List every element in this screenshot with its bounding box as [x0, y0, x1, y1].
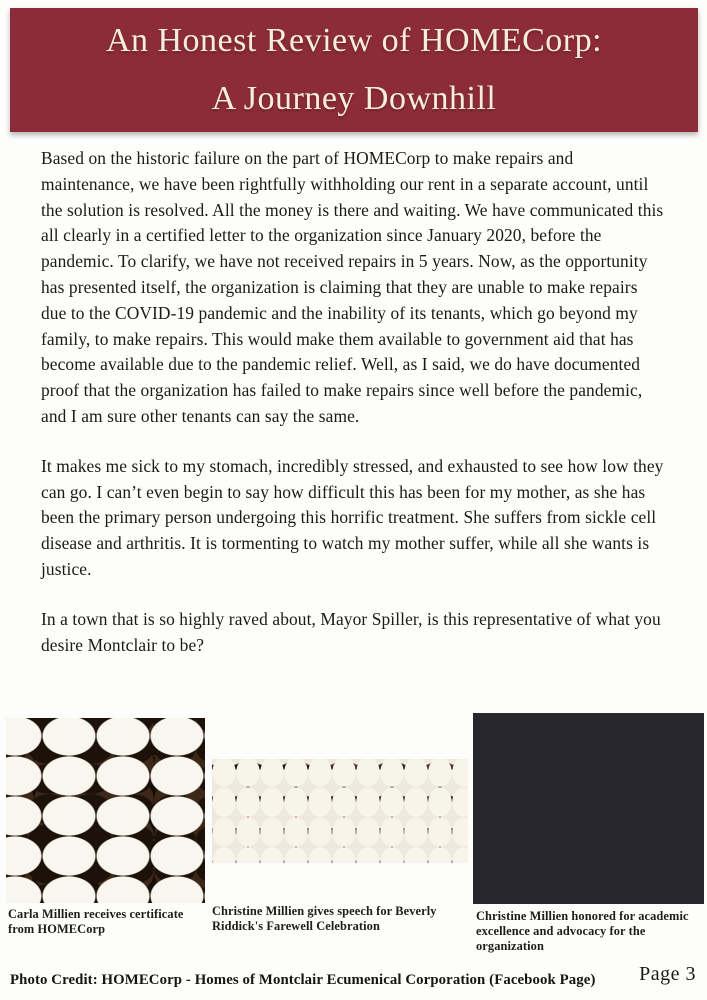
- body-paragraph-3: In a town that is so highly raved about, Mayor Spiller, is this representative of what you desire Montclair to be?: [41, 608, 661, 655]
- page-title-line-2: A Journey Downhill: [211, 80, 497, 117]
- article-body: [41, 146, 666, 682]
- body-paragraph-1: Based on the historic failure on the part of HOMECorp to make repairs and maintenance, we have been rightfully withholding our rent in a separate account, until the solution is resolved. All the money is there and waiting. We have communicated this all clearly in a certified letter to the organization since January 2020, before the pandemic. To clarify, we have not received repairs in 5 years. Now, as the opportunity has presented itself, the organization is claiming that they are unable to make repairs due to the COVID-19 pandemic and the inability of its tenants, which go beyond my family, to make repairs. This would make them available to government aid that has become available due to the pandemic relief. Well, as I said, we do have documented proof that the organization has failed to make repairs since well before the pandemic, and I am sure other tenants can say the same.: [41, 148, 664, 426]
- photo-christine-honored: [473, 713, 704, 904]
- page-title-line-1: An Honest Review of HOMECorp:: [105, 22, 603, 59]
- photo-caption-christine-speech: Christine Millien gives speech for Beverly Riddick's Farewell Celebration: [212, 904, 437, 933]
- photo-credit: Photo Credit: HOMECorp - Homes of Montclair Ecumenical Corporation (Facebook Page): [10, 972, 596, 988]
- photo-caption-carla-certificate: Carla Millien receives certificate from HOMECorp: [8, 907, 184, 936]
- photo-carla-certificate: [6, 718, 205, 903]
- title-banner: [10, 8, 698, 132]
- page-number: Page 3: [639, 963, 696, 985]
- photo-caption-christine-honored: Christine Millien honored for academic excellence and advocacy for the organization: [476, 909, 689, 953]
- body-paragraph-2: It makes me sick to my stomach, incredibly stressed, and exhausted to see how low they can go. I can’t even begin to say how difficult this has been for my mother, as she has been the primary person undergoing this horrific treatment. She suffers from sickle cell disease and arthritis. It is tormenting to watch my mother suffer, while all she wants is justice.: [41, 455, 664, 579]
- photo-christine-speech: [212, 759, 468, 863]
